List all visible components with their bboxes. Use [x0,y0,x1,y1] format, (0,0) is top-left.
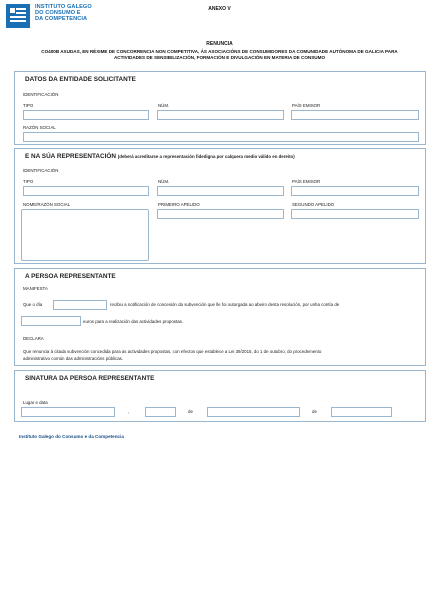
second-surname-input[interactable] [291,209,419,219]
year-input[interactable] [331,407,392,417]
applicant-section [14,71,426,145]
applicant-section-title: DATOS DA ENTIDADE SOLICITANTE [25,76,136,83]
heading-line-2: ACTIVIDADES DE SENSIBILIZACIÓN, FORMACIÓN E DIVULGACIÓN EN MATERIA DE CONSUMO [113,55,326,60]
procedure-heading [18,49,421,61]
representation-note: (deberá acreditarse a representación fidedigna por calquera medio válido en dereito) [117,154,295,159]
euros-text: euros para a realización das actividades propostas. [83,319,184,324]
place-input[interactable] [21,407,115,417]
renounce-line-2: administrativo común das administracións públicas. [23,356,124,361]
notification-date-input[interactable] [53,300,107,310]
manifests-label: MANIFESTA [23,286,48,291]
representative-section [14,268,426,366]
first-surname-input[interactable] [157,209,284,219]
type-input[interactable] [23,110,149,120]
type-label: TIPO [23,179,34,184]
first-surname-label: PRIMEIRO APELIDO [158,202,200,207]
on-day-text: Que o día [23,302,43,307]
heading-line-1: CO400B AXUDAS, EN RÉXIME DE CONCORRENCIA NON COMPETITIVA, ÁS ASOCIACIÓNS DE CONSUMIDORES DA COMUNIDADE AUTÓNOMA DE GALICIA PARA [41,49,398,54]
issuing-country-input[interactable] [291,110,419,120]
comma-separator: , [128,409,130,414]
rep-name-input[interactable] [21,209,149,261]
identification-label: IDENTIFICACIÓN [23,168,59,173]
signature-section-title: SINATURA DA PERSOA REPRESENTANTE [25,375,155,382]
rep-issuing-country-input[interactable] [291,186,419,196]
footer-institution: Instituto Galego do Consumo e da Competencia [19,434,124,439]
representation-title-text: E NA SÚA REPRESENTACIÓN [25,153,117,160]
annex-label: ANEXO V [208,6,231,12]
declares-label: DECLARA [23,336,44,341]
document-title: RENUNCIA [206,41,233,47]
company-name-input[interactable] [23,132,419,142]
representation-section-title [25,153,295,160]
of-text-2: de [312,409,317,414]
signature-section [14,370,426,422]
place-date-label: Lugar e data [23,400,48,405]
second-surname-label: SEGUNDO APELIDO [292,202,335,207]
issuing-country-label: PAÍS EMISOR [292,179,321,184]
rep-type-input[interactable] [23,186,149,196]
renounce-line-1: Que renuncia á citada subvención concedida para as actividades propostas, con efectos que establece a Lei 39/2015, do 1 de outubro, do procedemento [23,349,322,354]
day-input[interactable] [145,407,176,417]
logo-line-2: DO CONSUMO E [35,10,81,17]
representation-section [14,148,426,264]
identification-label: IDENTIFICACIÓN [23,92,59,97]
amount-input[interactable] [21,316,81,326]
month-input[interactable] [207,407,300,417]
logo-line-3: DA COMPETENCIA [35,16,88,23]
logo-line-1: INSTITUTO GALEGO [35,4,92,10]
notification-text: recibiu a notificación de concesión da subvención que lle foi outorgada ao abeiro desta resolución, por unha contía de [110,302,340,307]
name-label: NOME/RAZÓN SOCIAL [23,202,71,207]
issuing-country-label: PAÍS EMISOR [292,103,321,108]
type-label: TIPO [23,103,34,108]
number-label: NÚM. [158,103,170,108]
rep-number-input[interactable] [157,186,284,196]
representative-section-title: A PERSOA REPRESENTANTE [25,273,116,280]
of-text-1: de [188,409,193,414]
number-input[interactable] [157,110,284,120]
number-label: NÚM. [158,179,170,184]
company-name-label: RAZÓN SOCIAL [23,125,56,130]
